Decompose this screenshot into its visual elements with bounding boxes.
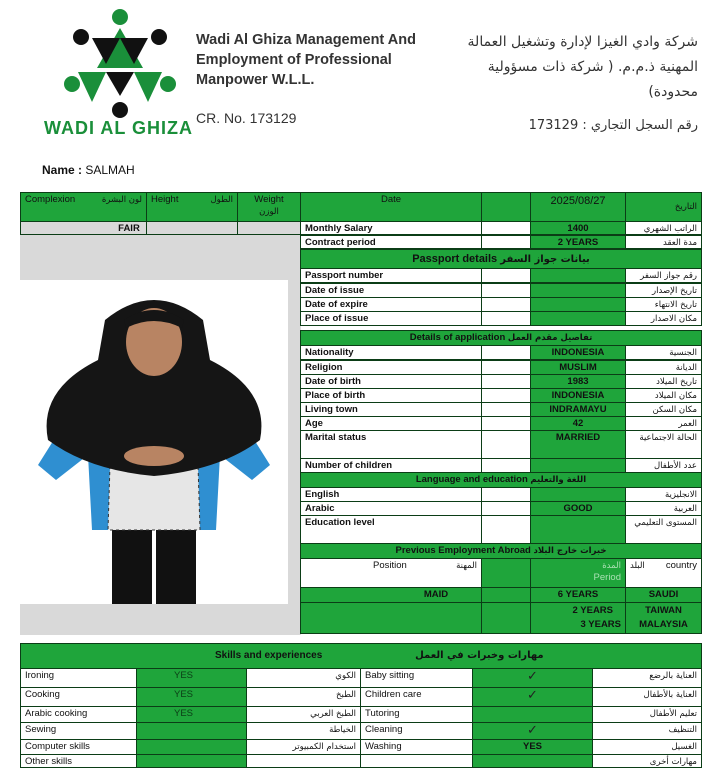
period-2-3 xyxy=(530,602,626,634)
passport-row-value xyxy=(530,283,626,298)
name-value: SALMAH xyxy=(85,163,135,177)
language-row-spacer xyxy=(481,515,531,544)
employment-section-title xyxy=(300,543,702,559)
application-row-label: Place of birth xyxy=(300,388,482,403)
country-label-ar: البلد xyxy=(630,561,645,571)
employment-row2-spacer xyxy=(481,602,531,634)
passport-row-spacer xyxy=(481,297,531,312)
complexion-label-ar: لون البشرة xyxy=(101,195,142,205)
application-row-value xyxy=(530,458,626,473)
application-row-spacer xyxy=(481,416,531,431)
skill-left-value xyxy=(136,739,247,755)
application-row-spacer xyxy=(481,360,531,375)
application-row-value: INDONESIA xyxy=(530,388,626,403)
passport-row-label-ar: تاريخ الإصدار xyxy=(625,283,702,298)
skill-left-label-ar: الطبخ xyxy=(246,687,361,707)
period-label-ar: المدة xyxy=(602,561,621,571)
skills-title: Skills and experiences xyxy=(215,650,323,661)
applicant-name xyxy=(42,163,135,177)
skill-left-label: Ironing xyxy=(20,668,137,688)
company-name-en-line2: Employment of Professional xyxy=(196,52,392,68)
passport-row-label-ar: رقم جواز السفر xyxy=(625,268,702,283)
country-2: TAIWAN xyxy=(645,605,682,616)
application-row-value: INDONESIA xyxy=(530,345,626,360)
skill-right-value: ✓ xyxy=(472,722,593,740)
language-row-value: GOOD xyxy=(530,501,626,516)
passport-row-label: Date of expire xyxy=(300,297,482,312)
application-row-label: Date of birth xyxy=(300,374,482,389)
application-row-label: Religion xyxy=(300,360,482,375)
employment-title-ar: خبرات خارج البلاد xyxy=(533,546,607,556)
skill-right-label-ar: الغسيل xyxy=(592,739,702,755)
skill-left-label: Arabic cooking xyxy=(20,706,137,723)
passport-row-label: Passport number xyxy=(300,268,482,283)
application-row-label: Living town xyxy=(300,402,482,417)
passport-section-title xyxy=(300,249,702,269)
skill-right-label-ar: العناية بالرضع xyxy=(592,668,702,688)
country-2-3 xyxy=(625,602,702,634)
salary-spacer xyxy=(481,221,531,235)
language-row-label-ar: المستوى التعليمي xyxy=(625,515,702,544)
application-row-label-ar: العمر xyxy=(625,416,702,431)
passport-row-label: Date of issue xyxy=(300,283,482,298)
period-label: Period xyxy=(593,572,621,583)
contract-label-ar: مدة العقد xyxy=(625,235,702,249)
company-name-en-line3: Manpower W.L.L. xyxy=(196,72,315,88)
application-row-spacer xyxy=(481,345,531,360)
skill-left-value: YES xyxy=(136,687,247,707)
application-row-value: MUSLIM xyxy=(530,360,626,375)
position-spacer xyxy=(481,558,531,588)
skill-right-label: Tutoring xyxy=(360,706,473,723)
salary-label: Monthly Salary xyxy=(300,221,482,235)
country-1: SAUDI xyxy=(625,587,702,603)
skill-right-label-ar: تعليم الأطفال xyxy=(592,706,702,723)
applicant-photo xyxy=(20,280,288,604)
company-name-en xyxy=(196,30,436,90)
skill-left-label-ar xyxy=(246,754,361,768)
application-row-label-ar: الجنسية xyxy=(625,345,702,360)
skill-right-value: YES xyxy=(472,739,593,755)
skills-title-ar: مهارات وخبرات في العمل xyxy=(415,650,544,661)
skill-right-value xyxy=(472,706,593,723)
date-spacer xyxy=(481,192,531,222)
skill-left-label-ar: استخدام الكمبيوتر xyxy=(246,739,361,755)
application-row-label: Age xyxy=(300,416,482,431)
position-header xyxy=(300,558,482,588)
country-label: country xyxy=(665,560,697,571)
language-row-label: Education level xyxy=(300,515,482,544)
passport-row-spacer xyxy=(481,283,531,298)
position-label-ar: المهنة xyxy=(456,561,477,571)
skill-left-label-ar: الكوي xyxy=(246,668,361,688)
skill-right-value: ✓ xyxy=(472,687,593,707)
employment-row2-blank xyxy=(300,602,482,634)
name-label: Name : xyxy=(42,163,83,177)
position-value xyxy=(300,587,482,603)
cr-number-en: CR. No. 173129 xyxy=(196,110,297,126)
height-value xyxy=(146,221,238,235)
language-row-label-ar: العربية xyxy=(625,501,702,516)
application-row-spacer xyxy=(481,388,531,403)
skill-left-label: Computer skills xyxy=(20,739,137,755)
date-label-ar: التاريخ xyxy=(625,192,702,222)
application-row-label-ar: الديانة xyxy=(625,360,702,375)
salary-value: 1400 xyxy=(530,221,626,235)
complexion-label: Complexion xyxy=(25,194,76,205)
period-1: 6 YEARS xyxy=(530,587,626,603)
application-row-value: 1983 xyxy=(530,374,626,389)
skill-left-value: YES xyxy=(136,706,247,723)
period-2: 2 YEARS xyxy=(572,605,613,616)
position-text: MAID xyxy=(423,589,449,600)
complexion-value: FAIR xyxy=(20,221,238,235)
date-value: 2025/08/27 xyxy=(550,195,606,207)
period-3: 3 YEARS xyxy=(580,619,621,630)
passport-title-ar: بيانات جواز السفر xyxy=(500,254,590,265)
date-value-cell xyxy=(530,192,626,222)
language-row-spacer xyxy=(481,487,531,502)
language-row-value xyxy=(530,515,626,544)
passport-title: Passport details xyxy=(412,253,498,265)
skill-right-value xyxy=(472,754,593,768)
passport-row-value xyxy=(530,311,626,326)
application-row-label: Marital status xyxy=(300,430,482,459)
position-value-spacer xyxy=(481,587,531,603)
application-row-label: Number of children xyxy=(300,458,482,473)
language-row-value xyxy=(530,487,626,502)
application-row-value: 42 xyxy=(530,416,626,431)
skill-right-label: Baby sitting xyxy=(360,668,473,688)
skill-left-value: YES xyxy=(136,668,247,688)
company-name-ar-line1: شركة وادي الغيزا لإدارة وتشغيل العمالة xyxy=(467,34,698,50)
language-row-spacer xyxy=(481,501,531,516)
language-section-title xyxy=(300,472,702,488)
employment-title: Previous Employment Abroad xyxy=(395,545,531,556)
skill-right-label xyxy=(360,754,473,768)
skill-left-label: Other skills xyxy=(20,754,137,768)
application-row-spacer xyxy=(481,430,531,459)
passport-row-spacer xyxy=(481,268,531,283)
application-row-spacer xyxy=(481,458,531,473)
skill-right-label-ar: العناية بالأطفال xyxy=(592,687,702,707)
language-row-label: Arabic xyxy=(300,501,482,516)
skill-right-label: Washing xyxy=(360,739,473,755)
skill-right-label-ar: التنظيف xyxy=(592,722,702,740)
application-row-label-ar: الحالة الاجتماعية xyxy=(625,430,702,459)
contract-label: Contract period xyxy=(300,235,482,249)
country-3: MALAYSIA xyxy=(639,619,688,630)
date-label: Date xyxy=(380,194,402,205)
application-title: Details of application xyxy=(409,332,506,343)
application-row-label-ar: تاريخ الميلاد xyxy=(625,374,702,389)
salary-label-ar: الراتب الشهري xyxy=(625,221,702,235)
weight-value xyxy=(237,221,301,235)
weight-label: Weight xyxy=(254,194,284,205)
weight-label-ar: الوزن xyxy=(259,207,279,217)
skill-right-label: Cleaning xyxy=(360,722,473,740)
period-header xyxy=(530,558,626,588)
application-row-label-ar: عدد الأطفال xyxy=(625,458,702,473)
passport-row-value xyxy=(530,268,626,283)
skill-left-value xyxy=(136,722,247,740)
height-label-ar: الطول xyxy=(210,195,233,205)
weight-header xyxy=(237,192,301,222)
application-row-label-ar: مكان السكن xyxy=(625,402,702,417)
language-title: Language and education xyxy=(415,474,528,485)
passport-row-label-ar: مكان الاصدار xyxy=(625,311,702,326)
position-label: Position xyxy=(373,560,407,571)
passport-row-value xyxy=(530,297,626,312)
company-name-ar-line3: محدودة) xyxy=(648,84,698,100)
skill-left-label-ar: الطبخ العربي xyxy=(246,706,361,723)
company-name-ar-line2: المهنية ذ.م.م. ( شركة ذات مسؤولية xyxy=(487,59,698,75)
passport-row-label: Place of issue xyxy=(300,311,482,326)
application-row-spacer xyxy=(481,374,531,389)
complexion-header xyxy=(20,192,147,222)
skills-section-title xyxy=(20,643,702,669)
application-section-title xyxy=(300,330,702,346)
country-header xyxy=(625,558,702,588)
application-row-label: Nationality xyxy=(300,345,482,360)
skill-left-label-ar: الخياطة xyxy=(246,722,361,740)
contract-spacer xyxy=(481,235,531,249)
date-label-cell xyxy=(300,192,482,222)
height-header xyxy=(146,192,238,222)
language-row-label: English xyxy=(300,487,482,502)
skill-right-label: Children care xyxy=(360,687,473,707)
skill-right-label-ar: مهارات أخرى xyxy=(592,754,702,768)
application-title-ar: تفاصيل مقدم العمل xyxy=(507,333,593,343)
language-title-ar: اللغة والتعليم xyxy=(530,475,587,485)
skill-left-label: Sewing xyxy=(20,722,137,740)
skill-left-label: Cooking xyxy=(20,687,137,707)
application-row-value: MARRIED xyxy=(530,430,626,459)
passport-row-label-ar: تاريخ الانتهاء xyxy=(625,297,702,312)
contract-value: 2 YEARS xyxy=(530,235,626,249)
height-label: Height xyxy=(151,194,179,205)
logo-wordmark: WADI AL GHIZA xyxy=(44,118,193,138)
cr-number-ar: رقم السجل التجاري : 173129 xyxy=(528,118,698,133)
company-name-en-line1: Wadi Al Ghiza Management And xyxy=(196,32,416,48)
skill-left-value xyxy=(136,754,247,768)
language-row-label-ar: الانجليزية xyxy=(625,487,702,502)
skill-right-value: ✓ xyxy=(472,668,593,688)
passport-row-spacer xyxy=(481,311,531,326)
application-row-label-ar: مكان الميلاد xyxy=(625,388,702,403)
company-name-ar xyxy=(460,30,698,105)
application-row-spacer xyxy=(481,402,531,417)
application-row-value: INDRAMAYU xyxy=(530,402,626,417)
